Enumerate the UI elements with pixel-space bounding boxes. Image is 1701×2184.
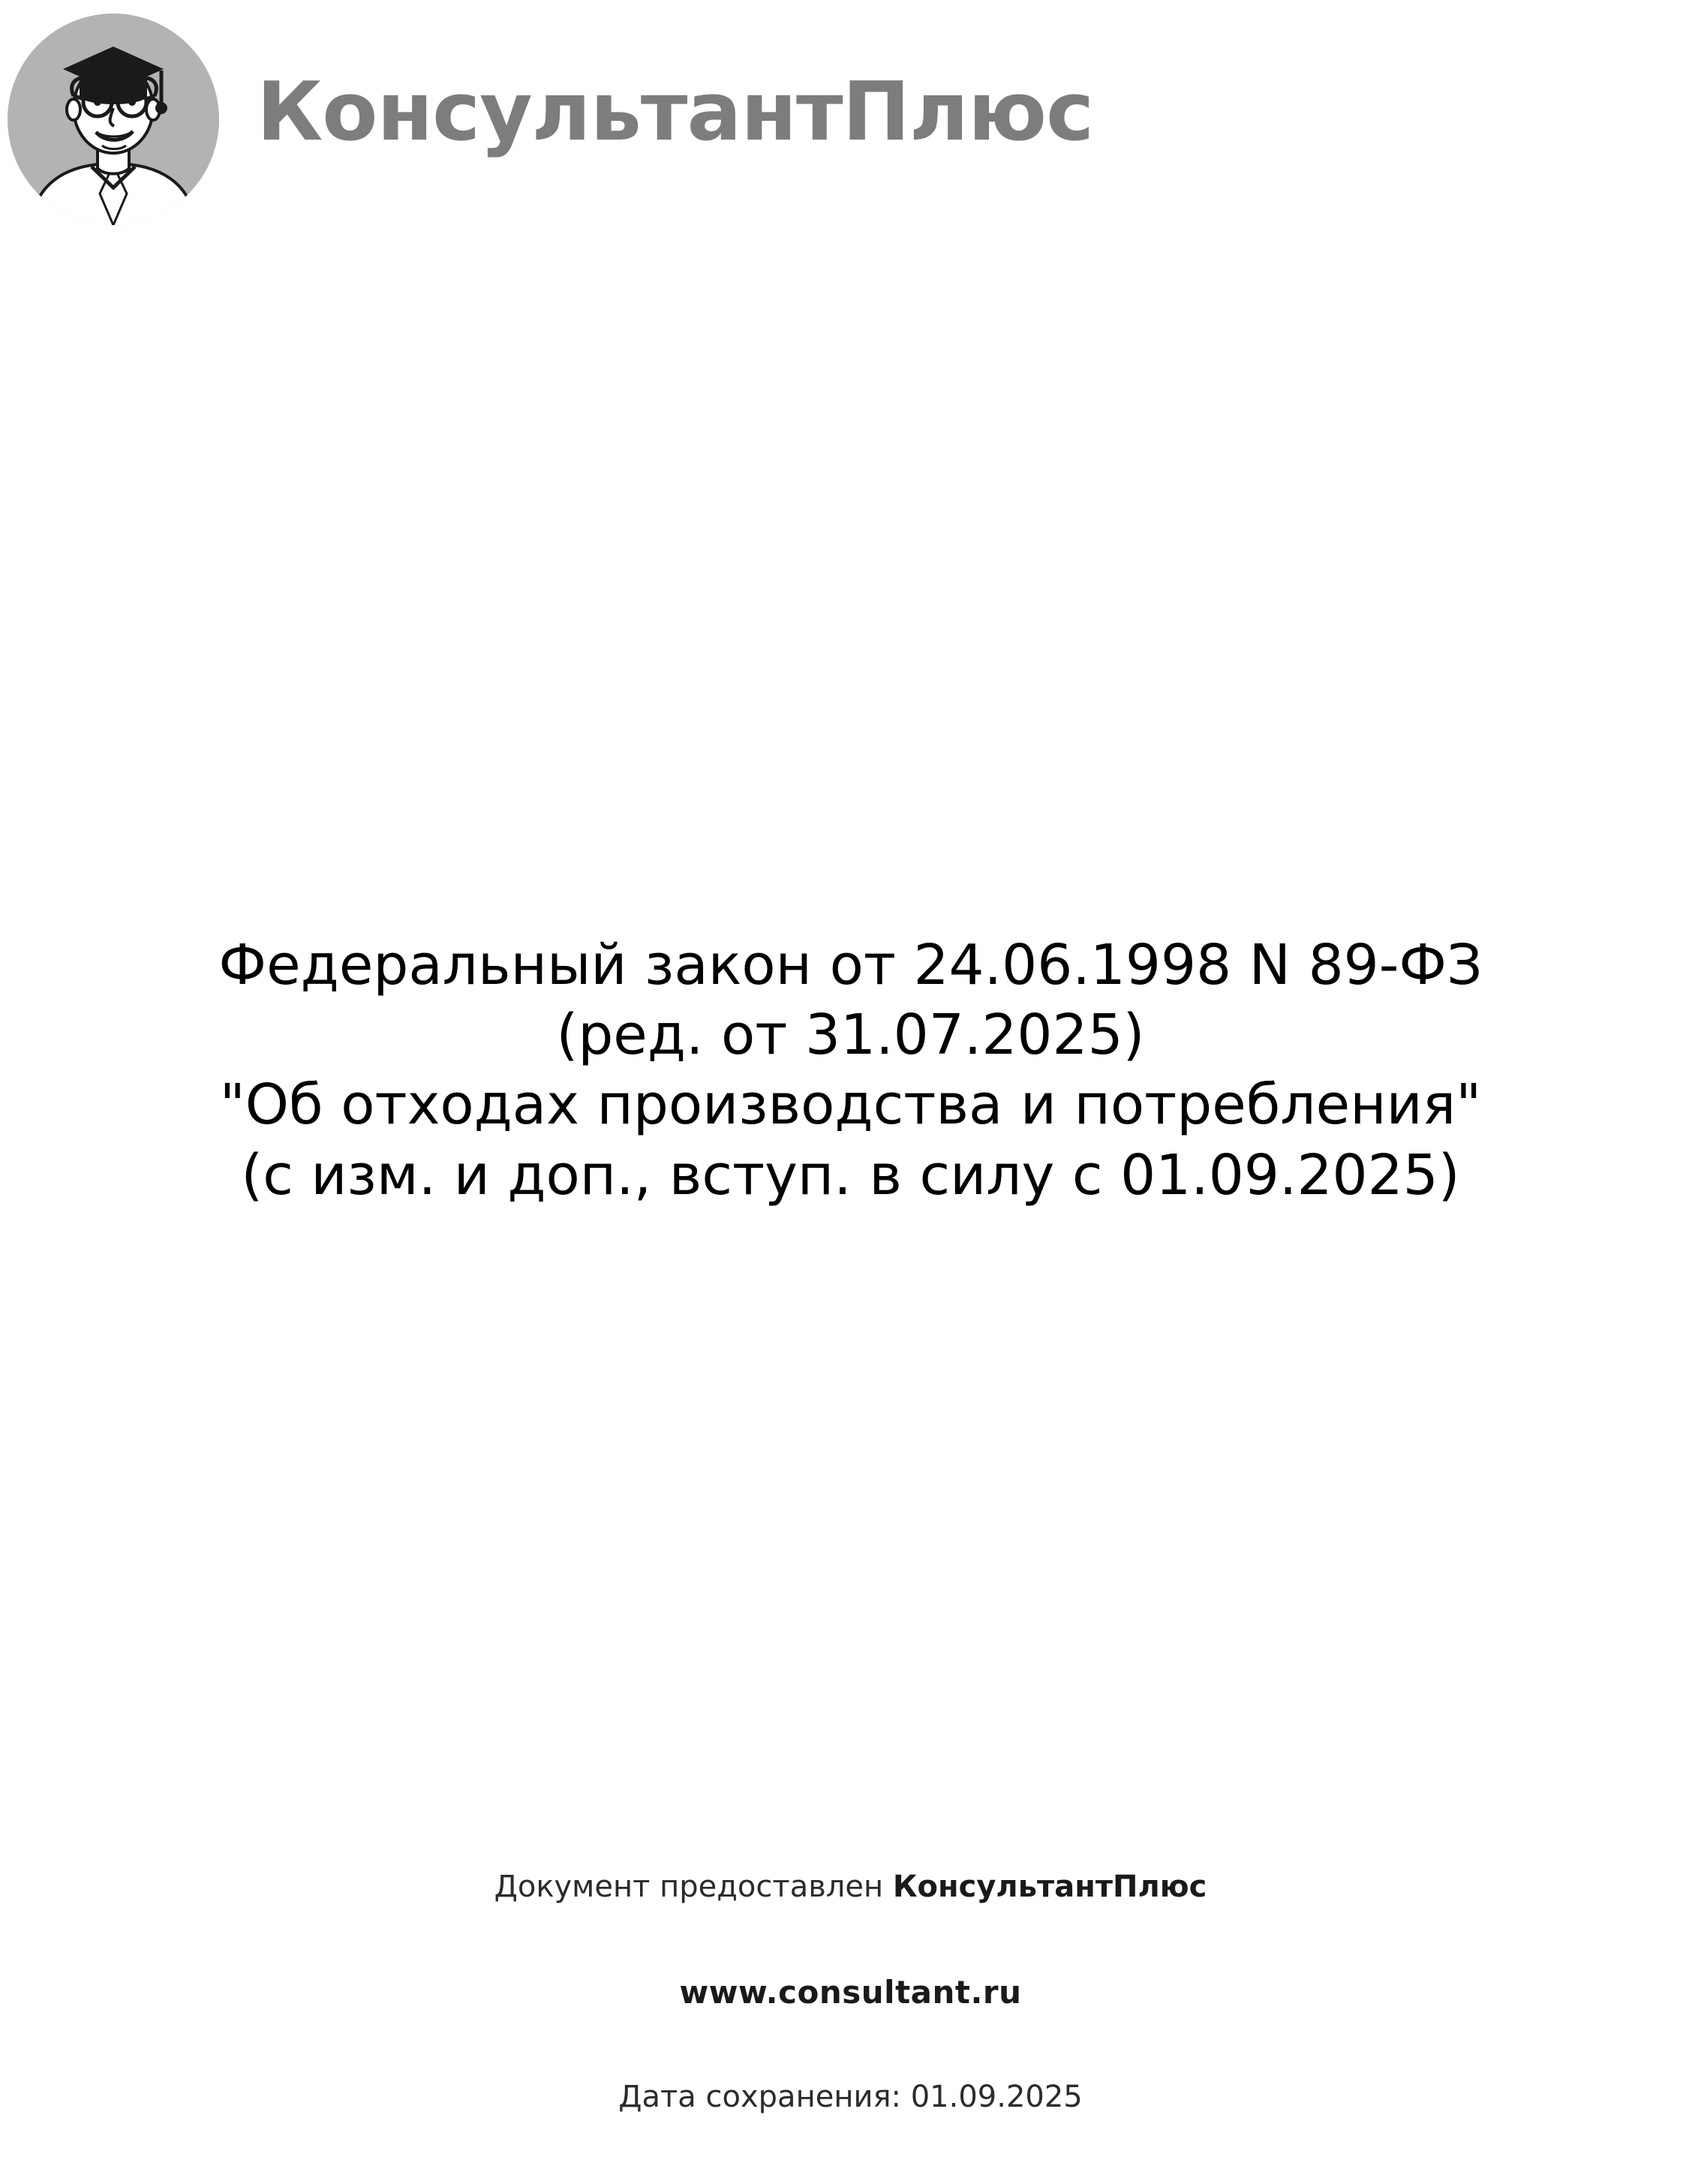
title-line-3: "Об отходах производства и потребления"	[219, 1072, 1482, 1138]
title-line-1: Федеральный закон от 24.06.1998 N 89-ФЗ	[218, 933, 1483, 997]
title-line-2: (ред. от 31.07.2025)	[556, 1003, 1145, 1068]
saved-date: Дата сохранения: 01.09.2025	[618, 2080, 1083, 2114]
provided-by-line	[0, 1869, 1701, 1905]
document-title	[0, 931, 1701, 1211]
document-footer	[0, 1869, 1701, 2114]
consultant-url-link[interactable]: www.consultant.ru	[679, 1974, 1022, 2011]
graduate-professor-logo-icon	[8, 14, 219, 225]
provided-by-brand: КонсультантПлюс	[892, 1870, 1207, 1904]
document-header	[8, 14, 1093, 225]
provided-by-prefix: Документ предоставлен	[494, 1870, 893, 1904]
title-line-4: (с изм. и доп., вступ. в силу с 01.09.2025)	[241, 1142, 1460, 1208]
brand-wordmark: КонсультантПлюс	[257, 65, 1094, 159]
